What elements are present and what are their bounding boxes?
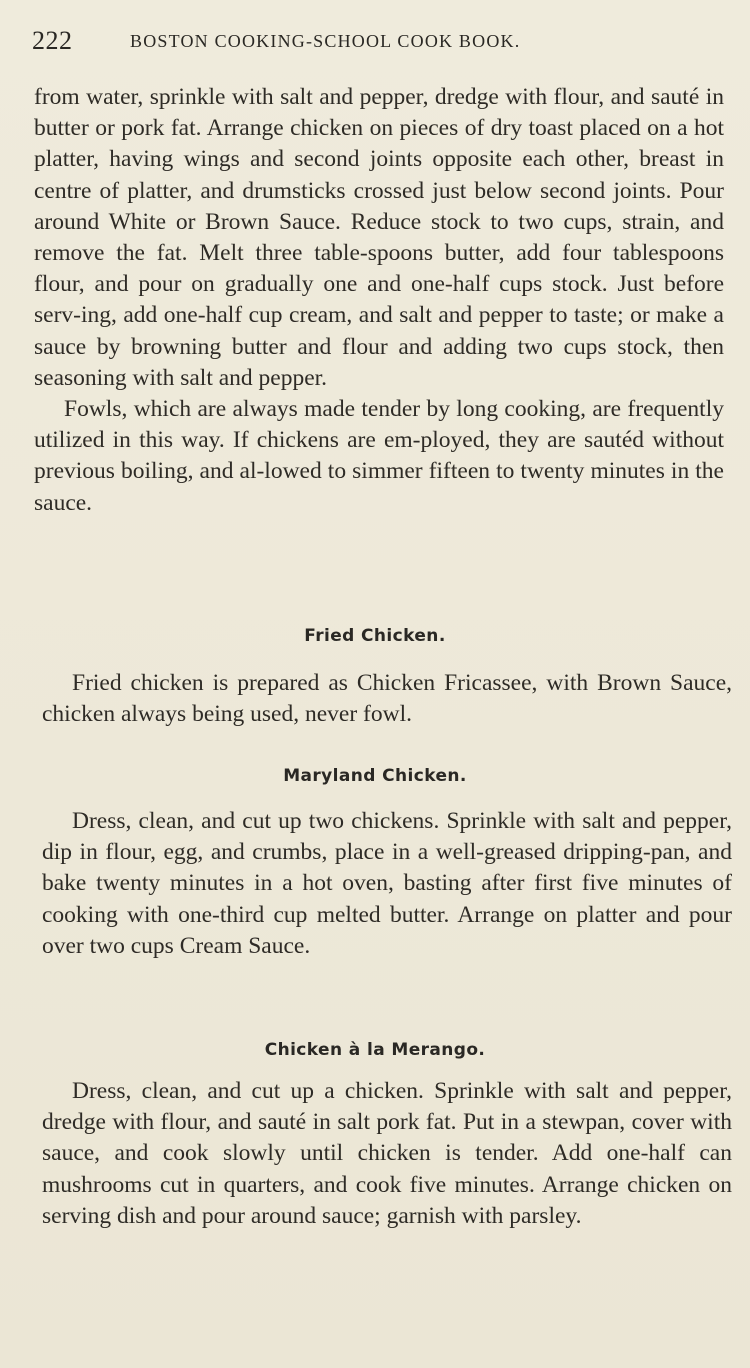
paragraph: from water, sprinkle with salt and pepper, dredge with flour, and sauté in butter or pork fat. Arrange chicken on pieces of dry toast placed on a hot platter, having wings and second joints opposite each other, breast in centre of platter, and drumsticks crossed just below second joints. Pour around White or Brown Sauce. Reduce stock to two cups, strain, and remove the fat. Melt three table-spoons butter, add four tablespoons flour, and pour on gradually one and one-half cups stock. Just before serv-ing, add one-half cup cream, and salt and pepper to taste; or make a sauce by browning butter and flour and adding two cups stock, then seasoning with salt and pepper. bbox=[34, 84, 724, 391]
page-number: 222 bbox=[32, 26, 73, 55]
recipe-text-chicken-merango bbox=[42, 1076, 732, 1232]
continuation-text bbox=[34, 82, 724, 519]
recipe-title-fried-chicken: Fried Chicken. bbox=[304, 626, 446, 646]
paragraph: Dress, clean, and cut up two chickens. Sprinkle with salt and pepper, dip in flour, egg, and crumbs, place in a well-greased dripping-pan, and bake twenty minutes in a hot oven, basting after first five minutes of cooking with one-third cup melted butter. Arrange on platter and pour over two cups Cream Sauce. bbox=[42, 808, 732, 959]
paragraph: Fried chicken is prepared as Chicken Fricassee, with Brown Sauce, chicken always being used, never fowl. bbox=[42, 670, 732, 728]
recipe-text-maryland-chicken bbox=[42, 806, 732, 962]
paragraph: Dress, clean, and cut up a chicken. Sprinkle with salt and pepper, dredge with flour, and sauté in salt pork fat. Put in a stewpan, cover with sauce, and cook slowly until chicken is tender. Add one-half can mushrooms cut in quarters, and cook five minutes. Arrange chicken on serving dish and pour around sauce; garnish with parsley. bbox=[42, 1078, 732, 1229]
page-header bbox=[32, 26, 732, 60]
recipe-text-fried-chicken bbox=[42, 668, 732, 730]
recipe-title-chicken-merango: Chicken à la Merango. bbox=[264, 1040, 486, 1060]
running-head: BOSTON COOKING-SCHOOL COOK BOOK. bbox=[130, 31, 521, 51]
paragraph: Fowls, which are always made tender by long cooking, are frequently utilized in this way. If chickens are em-ployed, they are sautéd without previous boiling, and al-lowed to simmer fifteen to twenty minutes in the sauce. bbox=[34, 396, 724, 516]
recipe-title-maryland-chicken: Maryland Chicken. bbox=[283, 766, 467, 786]
